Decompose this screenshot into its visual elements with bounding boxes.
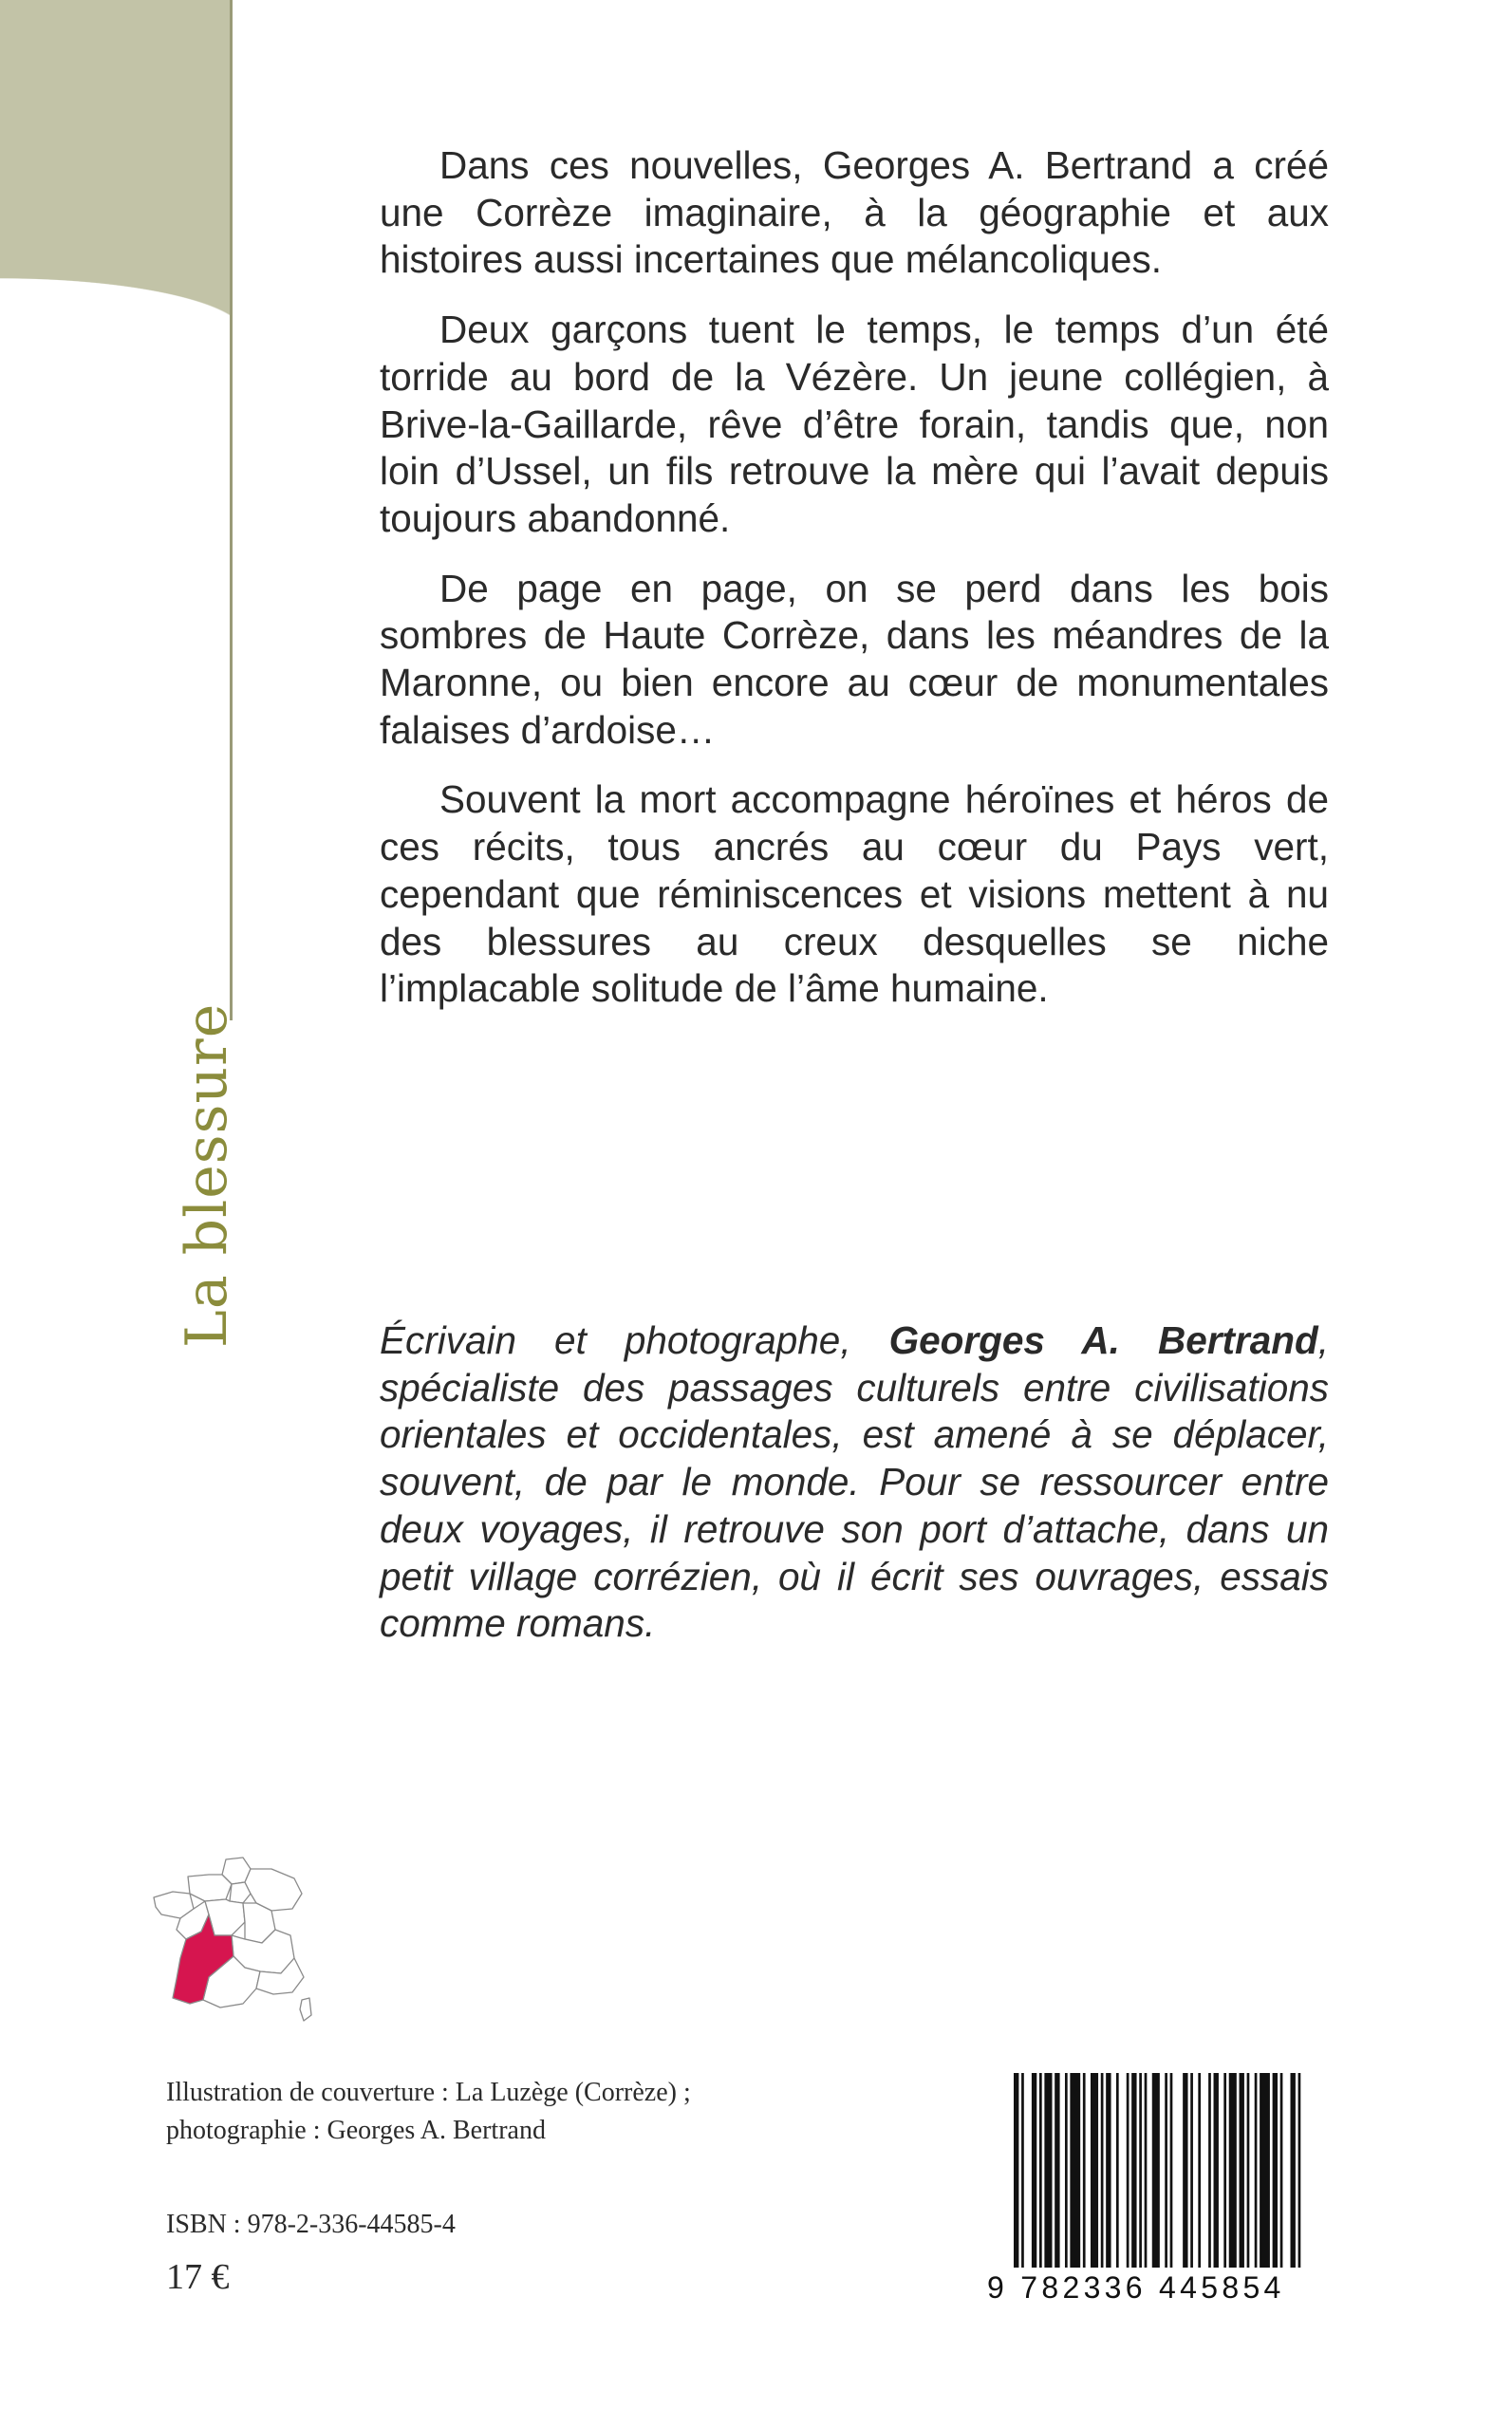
barcode-bar — [1083, 2073, 1086, 2268]
barcode-bar — [1091, 2073, 1098, 2268]
barcode-bar — [1214, 2073, 1219, 2268]
blurb-paragraph: Deux garçons tuent le temps, le temps d’un été torride au bord de la Vézère. Un jeune collégien, à Brive-la-Gaillarde, rêve d’être forain, tandis que, non loin d’Ussel, un fils retrouve la mère qui l’avait depuis toujours abandonné. — [380, 308, 1329, 540]
barcode-bar — [1273, 2073, 1278, 2268]
barcode-bar — [1223, 2073, 1226, 2268]
book-blurb — [380, 142, 1329, 1036]
barcode-bar — [1183, 2073, 1187, 2268]
barcode-bar — [1021, 2073, 1024, 2268]
isbn: ISBN : 978-2-336-44585-4 — [166, 2210, 456, 2239]
barcode-bar — [1298, 2073, 1301, 2268]
barcode-bar — [1039, 2073, 1042, 2268]
barcode-bar — [1165, 2073, 1167, 2268]
france-regions-map-icon — [152, 1856, 313, 2022]
barcode-bar — [1170, 2073, 1173, 2268]
barcode-bar — [1106, 2073, 1111, 2268]
spine-divider — [230, 0, 233, 1020]
price: 17 € — [166, 2257, 230, 2297]
barcode — [987, 2065, 1319, 2322]
barcode-bar — [1152, 2073, 1160, 2268]
decorative-tab — [0, 0, 231, 334]
barcode-bar — [1145, 2073, 1148, 2268]
credits-line: photographie : Georges A. Bertrand — [166, 2116, 546, 2145]
barcode-bar — [1255, 2073, 1258, 2268]
barcode-bar — [1240, 2073, 1244, 2268]
bio-intro: Écrivain et photographe, — [380, 1318, 889, 1362]
barcode-bar — [1014, 2073, 1018, 2268]
barcode-bar — [1229, 2073, 1237, 2268]
blurb-paragraph: De page en page, on se perd dans les bois sombres de Haute Corrèze, dans les méandres de la Maronne, ou bien encore au cœur de monumentales falaises d’ardoise… — [380, 566, 1329, 752]
bio-text: , spécialiste des passages culturels entre civilisations orientales et occidentales, est amené à se déplacer, souvent, de par le monde. Pour se ressourcer entre deux voyages, il retrouve son port d’attache, dans un petit village corrézien, où il écrit ses ouvrages, essais comme romans. — [380, 1318, 1329, 1646]
barcode-bars — [1014, 2073, 1303, 2268]
barcode-bar — [1139, 2073, 1142, 2268]
barcode-bar — [1280, 2073, 1283, 2268]
barcode-bar — [1247, 2073, 1250, 2268]
author-bio — [380, 1317, 1329, 1648]
barcode-bar — [1127, 2073, 1129, 2268]
barcode-digits: 9 782336 445854 — [987, 2270, 1285, 2305]
barcode-bar — [1190, 2073, 1193, 2268]
barcode-bar — [1131, 2073, 1136, 2268]
barcode-bar — [1065, 2073, 1068, 2268]
barcode-bar — [1116, 2073, 1119, 2268]
cover-credits — [166, 2074, 691, 2150]
bio-author-name: Georges A. Bertrand — [888, 1318, 1318, 1362]
blurb-paragraph: Souvent la mort accompagne héroïnes et héros de ces récits, tous ancrés au cœur du Pays vert, cependant que réminiscences et visions mettent à nu des blessures au creux desquelles se niche l’implacable solitude de l’âme humaine. — [380, 777, 1329, 1011]
blurb-paragraph: Dans ces nouvelles, Georges A. Bertrand a créé une Corrèze imaginaire, à la géographie et aux histoires aussi incertaines que mélancoliques. — [380, 143, 1329, 282]
barcode-bar — [1032, 2073, 1036, 2268]
spine-title: La blessure — [174, 1002, 240, 1348]
barcode-bar — [1260, 2073, 1270, 2268]
barcode-bar — [1055, 2073, 1059, 2268]
map-region — [300, 1998, 311, 2021]
credits-line: Illustration de couverture : La Luzège (Corrèze) ; — [166, 2078, 691, 2107]
barcode-bar — [1208, 2073, 1211, 2268]
barcode-bar — [1044, 2073, 1052, 2268]
barcode-bar — [1101, 2073, 1104, 2268]
map-region — [188, 1875, 232, 1901]
barcode-bar — [1198, 2073, 1201, 2268]
barcode-bar — [1070, 2073, 1080, 2268]
barcode-bar — [1291, 2073, 1296, 2268]
